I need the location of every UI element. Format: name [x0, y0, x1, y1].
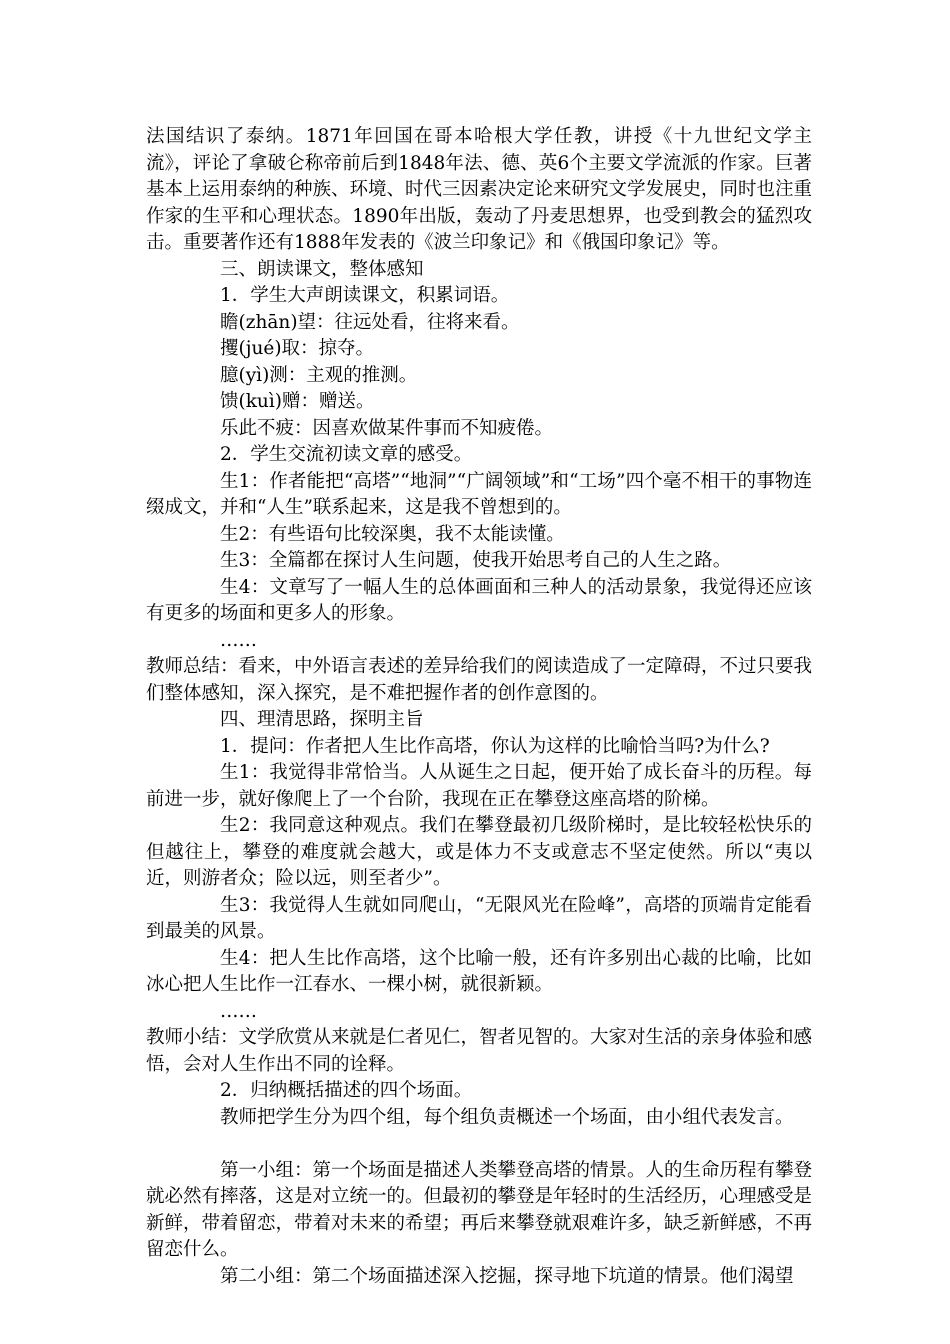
question-prompt: 1．提问：作者把人生比作高塔，你认为这样的比喻恰当吗?为什么? [220, 735, 770, 757]
vocab-item: 臆(yì)测：主观的推测。 [220, 364, 418, 386]
student-response: 生4：把人生比作高塔，这个比喻一般，还有许多别出心裁的比喻，比如冰心把人生比作一江春水、一棵小树，就很新颖。 [146, 947, 812, 995]
group-response: 第二小组：第二个场面描述深入挖掘，探寻地下坑道的情景。他们渴望 [220, 1265, 794, 1287]
step-read-aloud: 1．学生大声朗读课文，积累词语。 [220, 285, 510, 306]
student-response: 生3：全篇都在探讨人生问题，使我开始思考自己的人生之路。 [220, 550, 732, 571]
group-instruction: 教师把学生分为四个组，每个组负责概述一个场面，由小组代表发言。 [220, 1106, 794, 1128]
section-heading-theme: 四、理清思路，探明主旨 [220, 709, 424, 730]
vocab-item: 攫(jué)取：掠夺。 [220, 338, 375, 359]
vocab-item: 瞻(zhān)望：往远处看，往将来看。 [220, 311, 520, 333]
student-response: 生3：我觉得人生就如同爬山，“无限风光在险峰”，高塔的顶端肯定能看到最美的风景。 [146, 894, 812, 942]
step-four-scenes: 2．归纳概括描述的四个场面。 [220, 1080, 473, 1101]
student-response: 生1：作者能把“高塔”“地洞”“广阔领域”和“工场”四个毫不相干的事物连缀成文，并和“人生”联系起来，这是我不曾想到的。 [146, 470, 812, 518]
vocab-item: 乐此不疲：因喜欢做某件事而不知疲倦。 [220, 417, 554, 439]
section-heading-read: 三、朗读课文，整体感知 [220, 258, 424, 280]
teacher-conclusion: 教师小结：文学欣赏从来就是仁者见仁，智者见智的。大家对生活的亲身体验和感悟，会对人生作出不同的诠释。 [146, 1027, 813, 1075]
vocab-item: 馈(kuì)赠：赠送。 [220, 391, 375, 412]
step-share-impressions: 2．学生交流初读文章的感受。 [220, 444, 473, 465]
student-response: 生1：我觉得非常恰当。人从诞生之日起，便开始了成长奋斗的历程。每前进一步，就好像爬上了一个台阶，我现在正在攀登这座高塔的阶梯。 [146, 762, 812, 810]
student-response: 生2：我同意这种观点。我们在攀登最初几级阶梯时，是比较轻松快乐的但越往上，攀登的难度就会越大，或是体力不支或意志不坚定使然。所以“夷以近，则游者众；险以远，则至者少”。 [146, 815, 812, 889]
ellipsis: …… [220, 629, 257, 651]
blank-line [146, 1131, 812, 1158]
document-page [146, 124, 812, 1290]
intro-paragraph: 法国结识了泰纳。1871年回国在哥本哈根大学任教，讲授《十九世纪文学主流》，评论了拿破仑称帝前后到1848年法、德、英6个主要文学流派的作家。巨著基本上运用泰纳的种族、环境、时代三因素决定论来研究文学发展史，同时也注重作家的生平和心理状态。1890年出版，轰动了丹麦思想界，也受到教会的猛烈攻击。重要著作还有1888年发表的《波兰印象记》和《俄国印象记》等。 [146, 126, 813, 253]
ellipsis: …… [220, 1000, 257, 1022]
teacher-summary: 教师总结：看来，中外语言表述的差异给我们的阅读造成了一定障碍，不过只要我们整体感知，深入探究，是不难把握作者的创作意图的。 [146, 656, 813, 704]
student-response: 生4：文章写了一幅人生的总体画面和三种人的活动景象，我觉得还应该有更多的场面和更多人的形象。 [146, 576, 812, 624]
group-response: 第一小组：第一个场面是描述人类攀登高塔的情景。人的生命历程有攀登就必然有摔落，这是对立统一的。但最初的攀登是年轻时的生活经历，心理感受是新鲜，带着留恋，带着对未来的希望；再后来攀登就艰难许多，缺乏新鲜感，不再留恋什么。 [146, 1159, 813, 1260]
student-response: 生2：有些语句比较深奥，我不太能读懂。 [220, 523, 565, 545]
